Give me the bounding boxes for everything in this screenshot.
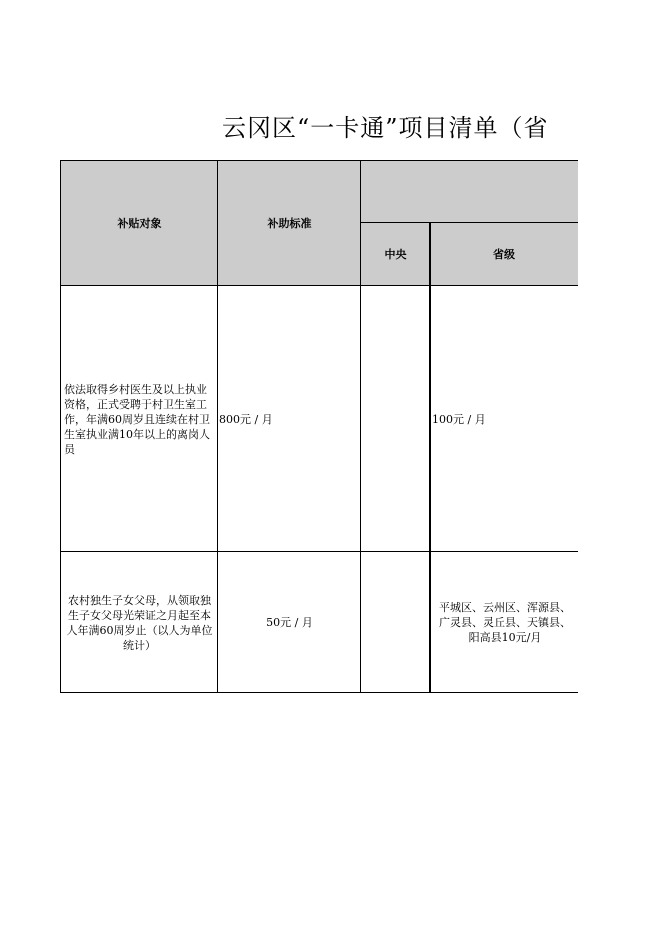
table-row-1-provincial-text: 100元 / 月 bbox=[432, 412, 486, 426]
table-row-2-target-text: 农村独生子女父母，从领取独生子女父母光荣证之月起至本人年满60周岁止（以人为单位统计） bbox=[66, 593, 213, 652]
table-row-1-standard-text: 800元 / 月 bbox=[219, 412, 273, 426]
table-row-1-target-text: 依法取得乡村医生及以上执业资格，正式受聘于村卫生室工作，年满60周岁且连续在村卫生室执业满10年以上的离岗人员 bbox=[64, 382, 210, 456]
table-row-2-target bbox=[62, 552, 217, 693]
page-title: 云冈区“一卡通”项目清单（省 bbox=[222, 114, 549, 142]
header-divider bbox=[361, 222, 578, 223]
header-funding-group bbox=[361, 161, 578, 223]
table-row-2-provincial bbox=[432, 552, 578, 693]
column-divider-1 bbox=[217, 160, 218, 693]
header-target bbox=[61, 161, 218, 286]
header-provincial bbox=[430, 223, 578, 286]
header-standard bbox=[218, 161, 361, 286]
table-row-1-target bbox=[62, 286, 216, 552]
table-border-bottom bbox=[60, 692, 578, 693]
table-row-1-standard bbox=[218, 286, 361, 552]
row-divider bbox=[60, 551, 578, 552]
column-divider-2 bbox=[360, 160, 361, 693]
header-bottom-line bbox=[60, 285, 578, 286]
table-row-2-standard-text: 50元 / 月 bbox=[266, 616, 313, 629]
table-row-2-provincial-text: 平城区、云州区、浑源县、广灵县、灵丘县、天镇县、阳高县10元/月 bbox=[439, 601, 571, 644]
header-central-label: 中央 bbox=[384, 248, 407, 261]
table-row-1-central bbox=[362, 286, 430, 552]
table-row-2-standard bbox=[218, 552, 361, 693]
header-central bbox=[361, 223, 430, 286]
header-target-label: 补贴对象 bbox=[117, 217, 162, 230]
table-row-1-provincial bbox=[432, 286, 578, 552]
table-border-left bbox=[60, 160, 61, 693]
header-provincial-label: 省级 bbox=[493, 248, 515, 261]
header-standard-label: 补助标准 bbox=[267, 217, 312, 230]
table-border-top bbox=[60, 160, 578, 161]
column-divider-3 bbox=[429, 222, 431, 693]
table-row-2-central bbox=[362, 552, 430, 693]
